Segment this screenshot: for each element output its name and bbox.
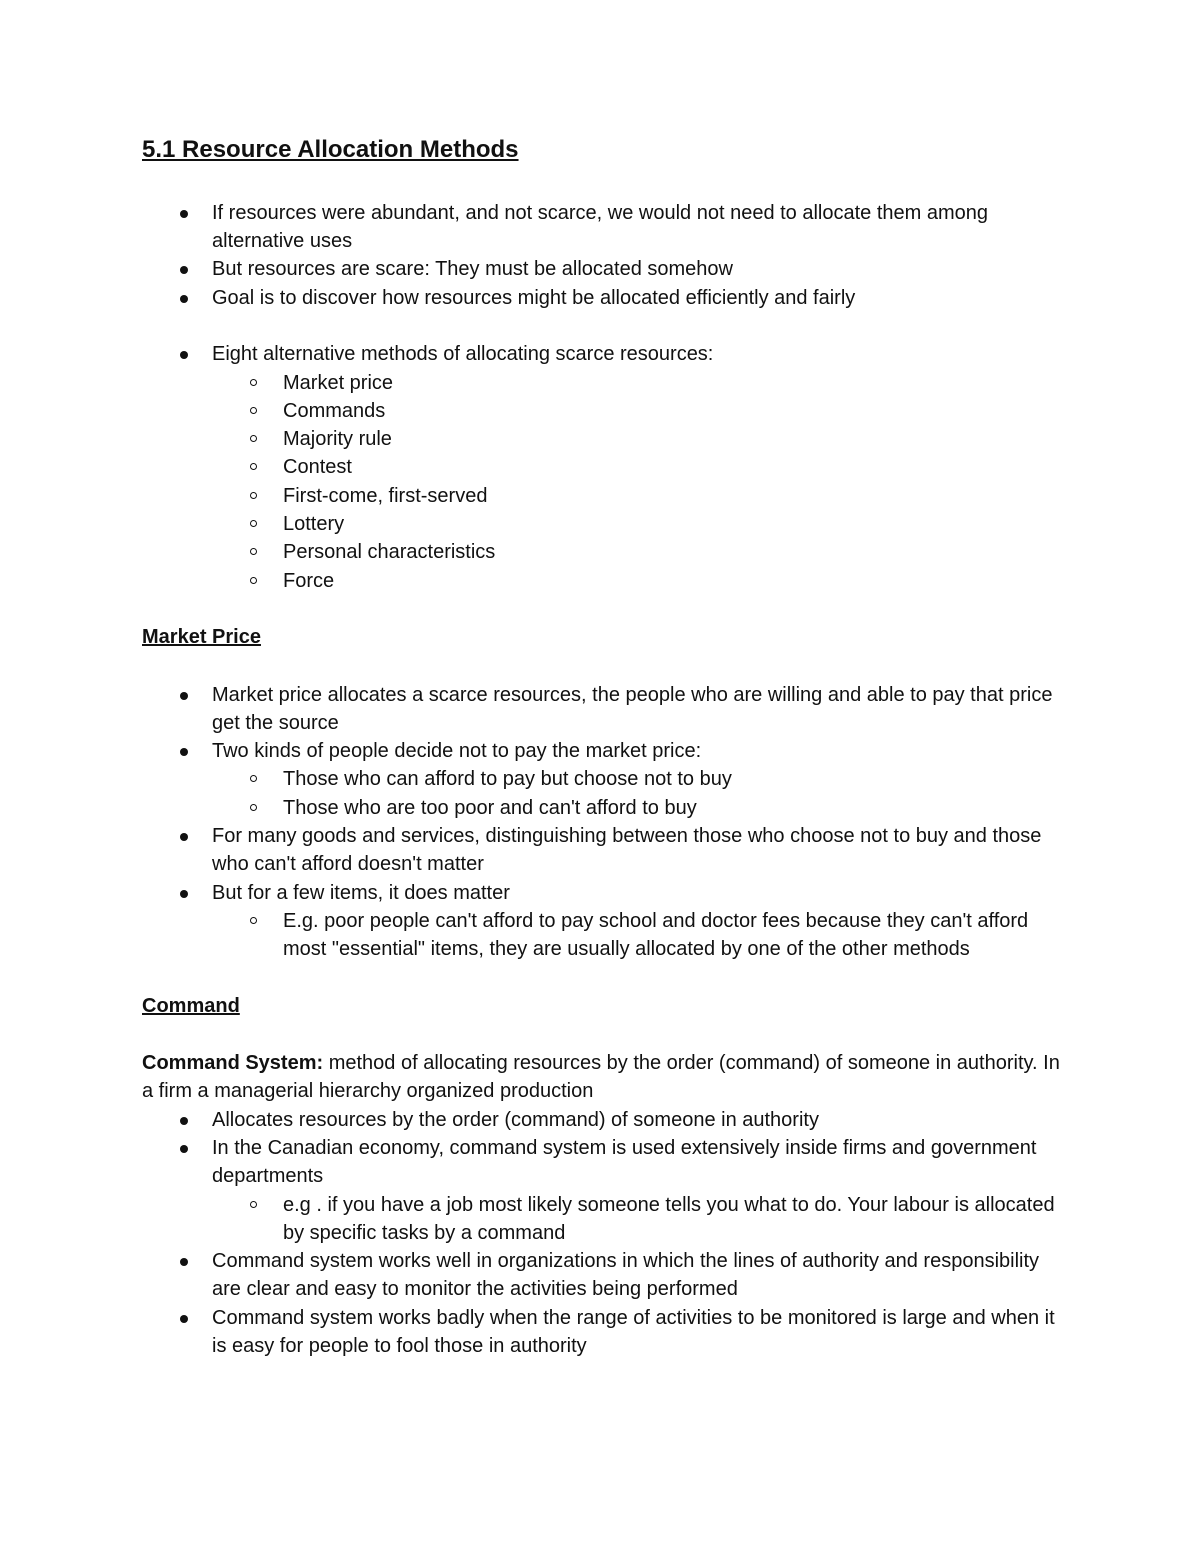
sub-list-item — [142, 453, 1062, 481]
list-item — [142, 1134, 1062, 1191]
list-item-text: Those who can afford to pay but choose not to buy — [283, 768, 732, 791]
sub-list-item — [142, 1191, 1062, 1248]
list-item-text: Contest — [283, 456, 352, 479]
list-item-text: Market price — [283, 371, 394, 394]
list-item-text: Two kinds of people decide not to pay the market price: — [212, 740, 702, 763]
circle-bullet-icon — [250, 917, 257, 924]
list-item-text: Market price allocates a scarce resources, the people who are willing and able to pay that price get the source — [212, 683, 1053, 734]
circle-bullet-icon — [250, 463, 257, 470]
list-item-text: First-come, first-served — [283, 484, 488, 507]
list-item-text: Commands — [283, 399, 386, 422]
bullet-icon — [180, 890, 188, 898]
sub-list-item — [142, 482, 1062, 510]
page-title: 5.1 Resource Allocation Methods — [142, 136, 519, 163]
bullet-icon — [180, 351, 188, 359]
document-page — [142, 136, 1062, 1360]
circle-bullet-icon — [250, 577, 257, 584]
circle-bullet-icon — [250, 775, 257, 782]
section-heading-command: Command — [142, 994, 240, 1017]
bullet-icon — [180, 833, 188, 841]
list-item-text: E.g. poor people can't afford to pay school and doctor fees because they can't afford most "essential" items, they are usually allocated by one of the other methods — [283, 909, 1029, 961]
bullet-icon — [180, 748, 188, 756]
bullet-icon — [180, 295, 188, 303]
list-item — [142, 284, 1062, 312]
bullet-icon — [180, 1117, 188, 1125]
list-item — [142, 822, 1062, 879]
list-item-text: Command system works well in organizations in which the lines of authority and responsibility are clear and easy to monitor the activities being performed — [212, 1250, 1040, 1301]
list-item-text: Eight alternative methods of allocating scarce resources: — [212, 343, 714, 366]
bullet-icon — [180, 266, 188, 274]
list-item-text: But for a few items, it does matter — [212, 881, 510, 904]
list-item — [142, 879, 1062, 907]
sub-list-item — [142, 425, 1062, 453]
circle-bullet-icon — [250, 379, 257, 386]
list-item — [142, 1247, 1062, 1304]
list-item-text: Personal characteristics — [283, 541, 496, 564]
list-item-text: e.g . if you have a job most likely someone tells you what to do. Your labour is allocated by specific tasks by a command — [283, 1193, 1055, 1244]
section-heading-market-price: Market Price — [142, 626, 261, 649]
circle-bullet-icon — [250, 407, 257, 414]
sub-list-item — [142, 538, 1062, 566]
list-item — [142, 737, 1062, 765]
list-item-text: Command system works badly when the range of activities to be monitored is large and when it is easy for people to fool those in authority — [212, 1306, 1055, 1358]
list-item-text: Majority rule — [283, 428, 392, 451]
list-item-text: Lottery — [283, 513, 345, 536]
list-item — [142, 199, 1062, 256]
definition-term: Command System: — [142, 1052, 324, 1075]
list-item-text: Force — [283, 569, 335, 592]
sub-list-item — [142, 397, 1062, 425]
sub-list-item — [142, 567, 1062, 595]
bullet-icon — [180, 1315, 188, 1323]
circle-bullet-icon — [250, 492, 257, 499]
list-item-text: If resources were abundant, and not scarce, we would not need to allocate them among alternative uses — [212, 201, 989, 253]
sub-list-item — [142, 794, 1062, 822]
bullet-icon — [180, 692, 188, 700]
sub-list-item — [142, 510, 1062, 538]
list-item-text: But resources are scare: They must be allocated somehow — [212, 258, 733, 281]
list-item — [142, 1106, 1062, 1134]
list-item — [142, 1304, 1062, 1361]
sub-list-item — [142, 907, 1062, 964]
circle-bullet-icon — [250, 520, 257, 527]
definition-text: method of allocating resources by the order (command) of someone in authority. In a firm a managerial hierarchy organized production — [142, 1052, 1060, 1103]
sub-list-item — [142, 765, 1062, 793]
list-item-text: Allocates resources by the order (command) of someone in authority — [212, 1108, 819, 1131]
list-item-text: In the Canadian economy, command system is used extensively inside firms and government departments — [212, 1137, 1037, 1188]
bullet-icon — [180, 1145, 188, 1153]
list-item — [142, 340, 1062, 368]
definition-paragraph — [142, 1049, 1062, 1106]
bullet-icon — [180, 1258, 188, 1266]
circle-bullet-icon — [250, 435, 257, 442]
list-item-text: Goal is to discover how resources might be allocated efficiently and fairly — [212, 286, 856, 309]
sub-list-item — [142, 369, 1062, 397]
circle-bullet-icon — [250, 548, 257, 555]
circle-bullet-icon — [250, 804, 257, 811]
list-item — [142, 681, 1062, 738]
circle-bullet-icon — [250, 1201, 257, 1208]
bullet-icon — [180, 210, 188, 218]
list-item-text: Those who are too poor and can't afford to buy — [283, 796, 697, 819]
list-item-text: For many goods and services, distinguishing between those who choose not to buy and those who can't afford doesn't matter — [212, 825, 1042, 876]
list-item — [142, 255, 1062, 283]
